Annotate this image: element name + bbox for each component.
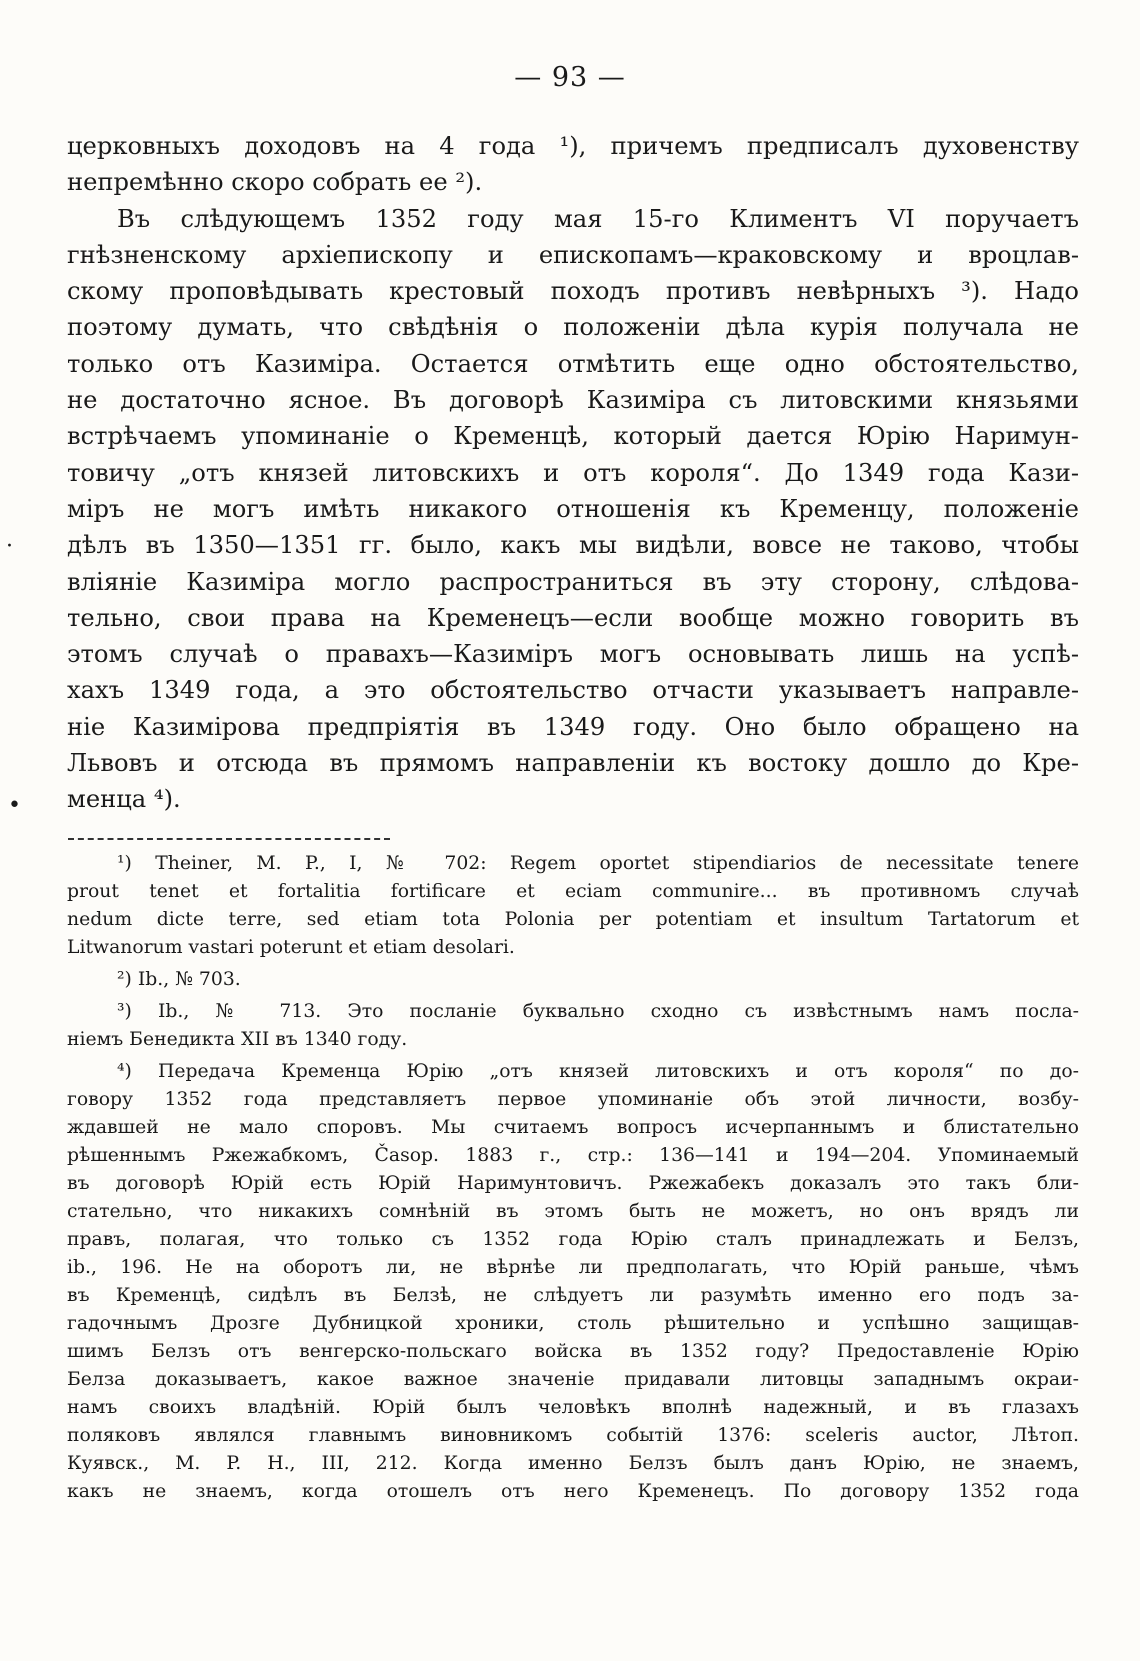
footnote-line: Litwanorum vastari poterunt et etiam desolari. xyxy=(67,937,515,958)
footnote-line: ⁴) Передача Кременца Юрію „отъ князей литовскихъ и отъ короля“ по до- xyxy=(117,1061,1079,1082)
footnote-line: какъ не знаемъ, когда отошелъ отъ него Кременецъ. По договору 1352 года xyxy=(67,1481,1079,1502)
text-line: тельно, свои права на Кременецъ—если вообще можно говорить въ xyxy=(67,603,1079,632)
text-line: церковныхъ доходовъ на 4 года ¹), причемъ предписалъ духовенству xyxy=(67,132,1079,160)
footnote-line: ³) Ib., № 713. Это посланіе буквально сходно съ извѣстнымъ намъ посла- xyxy=(117,1001,1079,1022)
footnote-3 xyxy=(67,998,1079,1054)
text-line: менца ⁴). xyxy=(67,785,181,814)
footnote-line: говору 1352 года представляетъ первое упоминаніе объ этой личности, возбу- xyxy=(67,1089,1079,1110)
text-line: ніе Казимірова предпріятія въ 1349 году. Оно было обращено на xyxy=(67,712,1079,741)
footnote-line: ¹) Theiner, M. P., I, № 702: Regem oportet stipendiarios de necessitate tenere xyxy=(117,853,1079,874)
footnote-line: рѣшеннымъ Ржежабкомъ, Časop. 1883 г., стр.: 136—141 и 194—204. Упоминаемый xyxy=(67,1145,1079,1166)
footnote-line: Куявск., M. P. H., III, 212. Когда именно Белзъ былъ данъ Юрію, не знаемъ, xyxy=(67,1453,1079,1474)
footnote-line: стательно, что никакихъ сомнѣній въ этомъ быть не можетъ, но онъ врядъ ли xyxy=(67,1201,1079,1222)
text-line: только отъ Казиміра. Остается отмѣтить еще одно обстоятельство, xyxy=(67,349,1079,378)
text-line: Львовъ и отсюда въ прямомъ направленіи къ востоку дошло до Кре- xyxy=(67,749,1079,778)
text-line: непремѣнно скоро собрать ее ²). xyxy=(67,168,483,197)
text-line: дѣлъ въ 1350—1351 гг. было, какъ мы видѣли, вовсе не таково, чтобы xyxy=(67,531,1079,560)
footnote-line: Белза доказываетъ, какое важное значеніе придавали литовцы западнымъ окраи- xyxy=(67,1369,1079,1390)
footnote-line: ²) Ib., № 703. xyxy=(117,969,241,990)
footnote-line: prout tenet et fortalitia fortificare et eciam communire... въ противномъ случаѣ xyxy=(67,881,1079,902)
footnote-line: ib., 196. Не на оборотъ ли, не вѣрнѣе ли предполагать, что Юрій раньше, чѣмъ xyxy=(67,1257,1079,1278)
text-line: поэтому думать, что свѣдѣнія о положеніи дѣла курія получала не xyxy=(67,313,1079,342)
footnote-separator xyxy=(68,838,390,840)
footnote-2 xyxy=(67,966,1079,994)
footnote-line: ждавшей не мало споровъ. Мы считаемъ вопросъ исчерпаннымъ и блистательно xyxy=(67,1117,1079,1138)
text-line: хахъ 1349 года, а это обстоятельство отчасти указываетъ направле- xyxy=(67,676,1079,705)
footnote-line: въ Кременцѣ, сидѣлъ въ Белзѣ, не слѣдуетъ ли разумѣть именно его подъ за- xyxy=(67,1285,1079,1306)
main-text xyxy=(67,128,1079,818)
text-line: не достаточно ясное. Въ договорѣ Казиміра съ литовскими князьями xyxy=(67,386,1079,415)
footnote-4 xyxy=(67,1058,1079,1506)
page-number: — 93 — xyxy=(514,62,626,93)
footnote-line: въ договорѣ Юрій есть Юрій Наримунтовичъ. Ржежабекъ доказалъ это такъ бли- xyxy=(67,1173,1079,1194)
footnote-line: поляковъ являлся главнымъ виновникомъ событій 1376: sceleris auctor, Лѣтоп. xyxy=(67,1425,1079,1446)
footnote-line: ніемъ Бенедикта XII въ 1340 году. xyxy=(67,1029,408,1050)
footnotes xyxy=(67,850,1079,1506)
footnote-line: гадочнымъ Дрозге Дубницкой хроники, столь рѣшительно и успѣшно защищав- xyxy=(67,1313,1079,1334)
margin-mark: • xyxy=(8,793,21,818)
footnote-line: правъ, полагая, что только съ 1352 года Юрію сталъ принадлежать и Белзъ, xyxy=(67,1229,1079,1250)
text-line: товичу „отъ князей литовскихъ и отъ короля“. До 1349 года Кази- xyxy=(67,458,1079,487)
margin-mark: · xyxy=(6,534,13,559)
text-line: вліяніе Казиміра могло распространиться въ эту сторону, слѣдова- xyxy=(67,567,1079,596)
footnote-line: шимъ Белзъ отъ венгерско-польскаго войска въ 1352 году? Предоставленіе Юрію xyxy=(67,1341,1079,1362)
footnote-1 xyxy=(67,850,1079,962)
text-line: міръ не могъ имѣть никакого отношенія къ Кременцу, положеніе xyxy=(67,494,1079,523)
text-line: Въ слѣдующемъ 1352 году мая 15-го Климентъ VI поручаетъ xyxy=(117,204,1079,233)
footnote-line: намъ своихъ владѣній. Юрій былъ человѣкъ вполнѣ надежный, и въ глазахъ xyxy=(67,1397,1079,1418)
footnote-line: nedum dicte terre, sed etiam tota Polonia per potentiam et insultum Tartatorum et xyxy=(67,909,1079,930)
text-line: скому проповѣдывать крестовый походъ противъ невѣрныхъ ³). Надо xyxy=(67,277,1079,306)
text-line: гнѣзненскому архіепископу и епископамъ—краковскому и вроцлав- xyxy=(67,240,1079,269)
text-line: встрѣчаемъ упоминаніе о Кременцѣ, который дается Юрію Наримун- xyxy=(67,422,1079,451)
text-line: этомъ случаѣ о правахъ—Казиміръ могъ основывать лишь на успѣ- xyxy=(67,640,1079,669)
